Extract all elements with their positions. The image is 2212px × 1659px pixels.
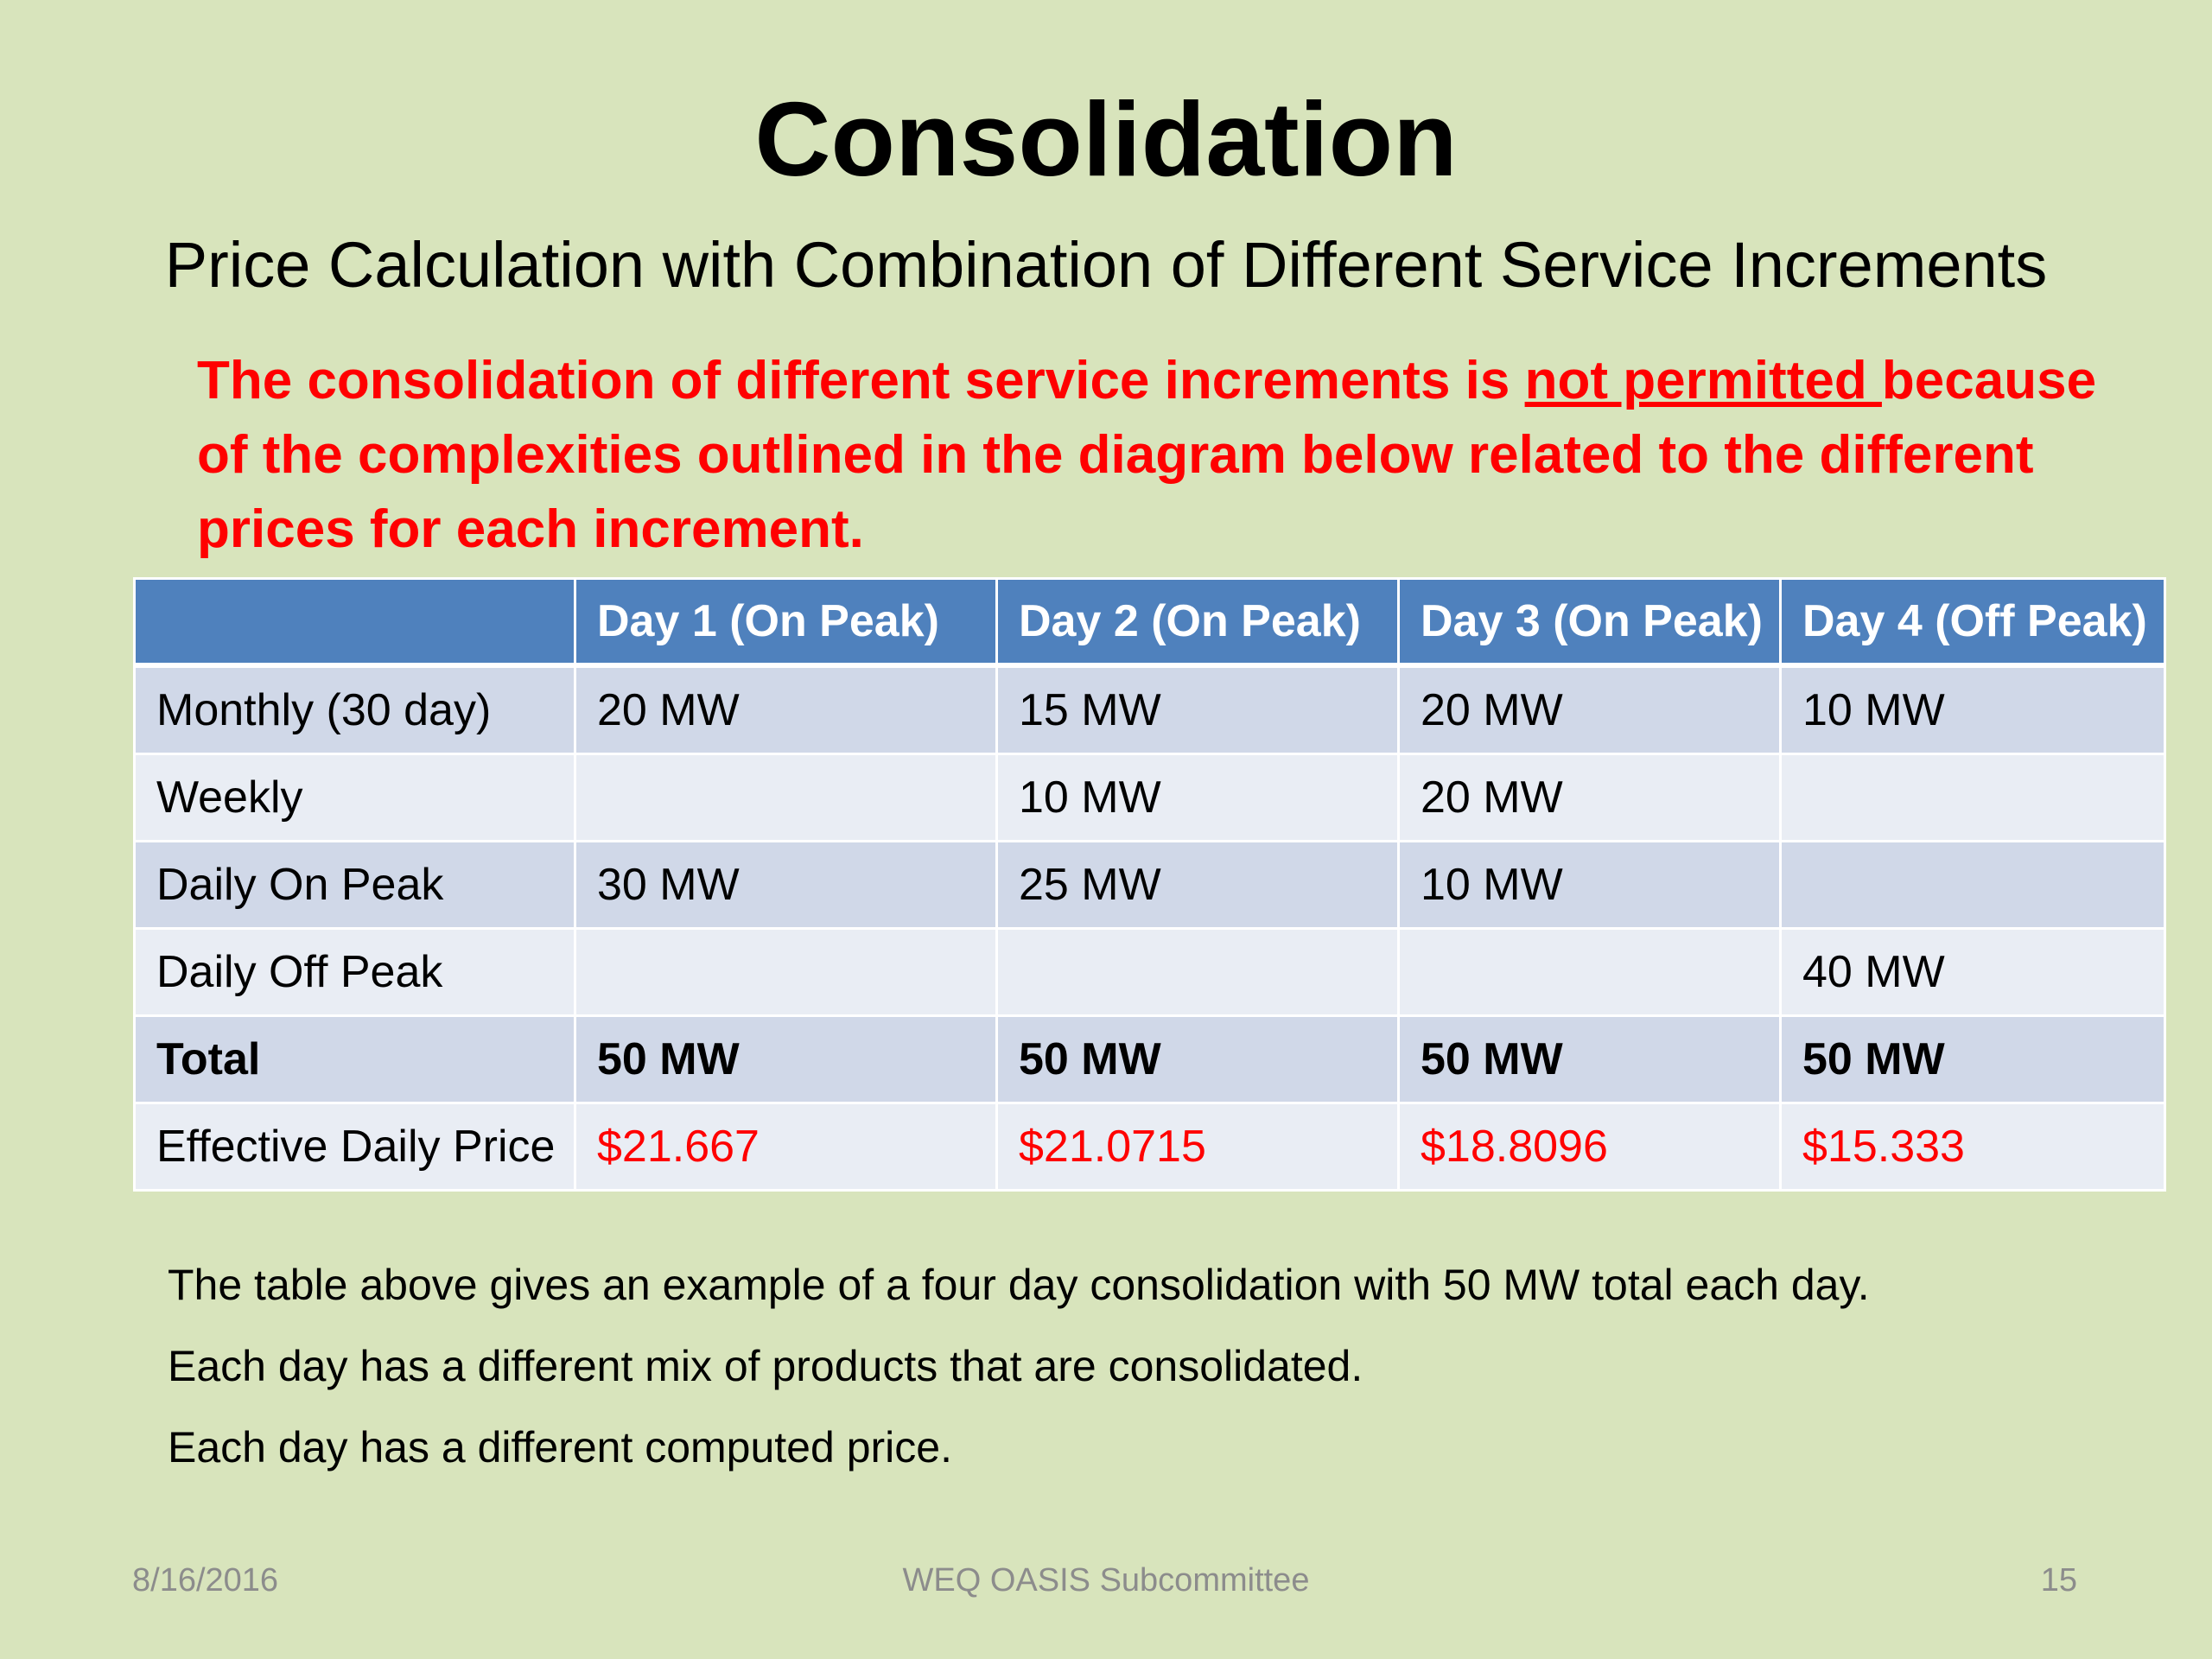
table-cell: 40 MW [1781, 929, 2165, 1016]
description-line: Each day has a different mix of products that are consolidated. [168, 1342, 1363, 1390]
row-label: Monthly (30 day) [135, 665, 575, 754]
row-label: Daily On Peak [135, 842, 575, 929]
table-cell [575, 754, 997, 842]
slide-title: Consolidation [754, 80, 1458, 198]
table-cell [1399, 929, 1781, 1016]
row-label: Weekly [135, 754, 575, 842]
header-cell-day-1: Day 1 (On Peak) [575, 579, 997, 666]
price-cell: $21.667 [575, 1103, 997, 1191]
warning-note-part1: The consolidation of different service increments is [197, 351, 1525, 410]
warning-note-part2: because of the complexities outlined in the diagram below related to the different prices for each increment. [197, 351, 2097, 559]
price-cell: $15.333 [1781, 1103, 2165, 1191]
header-cell-day-4: Day 4 (Off Peak) [1781, 579, 2165, 666]
table-cell [997, 929, 1399, 1016]
table-cell: 10 MW [997, 754, 1399, 842]
slide-subtitle: Price Calculation with Combination of Different Service Increments [164, 229, 2048, 301]
table-cell [1781, 754, 2165, 842]
table-header-row [135, 579, 2165, 666]
table-cell: 20 MW [575, 665, 997, 754]
consolidation-table [133, 577, 2166, 1192]
table-cell: 10 MW [1399, 842, 1781, 929]
table-cell: 15 MW [997, 665, 1399, 754]
table-row [135, 665, 2165, 754]
table-cell [1781, 842, 2165, 929]
table-cell: 20 MW [1399, 665, 1781, 754]
total-cell: 50 MW [575, 1016, 997, 1103]
footer-title: WEQ OASIS Subcommittee [902, 1562, 1310, 1599]
row-label: Daily Off Peak [135, 929, 575, 1016]
table-cell: 30 MW [575, 842, 997, 929]
price-row [135, 1103, 2165, 1191]
table-cell: 10 MW [1781, 665, 2165, 754]
table-cell: 25 MW [997, 842, 1399, 929]
table-row [135, 754, 2165, 842]
table-cell [575, 929, 997, 1016]
row-label: Effective Daily Price [135, 1103, 575, 1191]
description-block [168, 1244, 1870, 1488]
table-row [135, 929, 2165, 1016]
footer-date: 8/16/2016 [132, 1562, 279, 1599]
total-row [135, 1016, 2165, 1103]
table-cell: 20 MW [1399, 754, 1781, 842]
total-cell: 50 MW [1781, 1016, 2165, 1103]
total-cell: 50 MW [997, 1016, 1399, 1103]
page-number: 15 [2040, 1562, 2077, 1599]
warning-note-underlined: not permitted [1524, 351, 1882, 410]
table-row [135, 842, 2165, 929]
description-line: The table above gives an example of a four day consolidation with 50 MW total each day. [168, 1261, 1870, 1309]
description-line: Each day has a different computed price. [168, 1423, 952, 1471]
warning-note [197, 344, 2133, 567]
header-cell-day-2: Day 2 (On Peak) [997, 579, 1399, 666]
price-cell: $18.8096 [1399, 1103, 1781, 1191]
price-cell: $21.0715 [997, 1103, 1399, 1191]
header-cell-empty [135, 579, 575, 666]
header-cell-day-3: Day 3 (On Peak) [1399, 579, 1781, 666]
total-cell: 50 MW [1399, 1016, 1781, 1103]
row-label: Total [135, 1016, 575, 1103]
